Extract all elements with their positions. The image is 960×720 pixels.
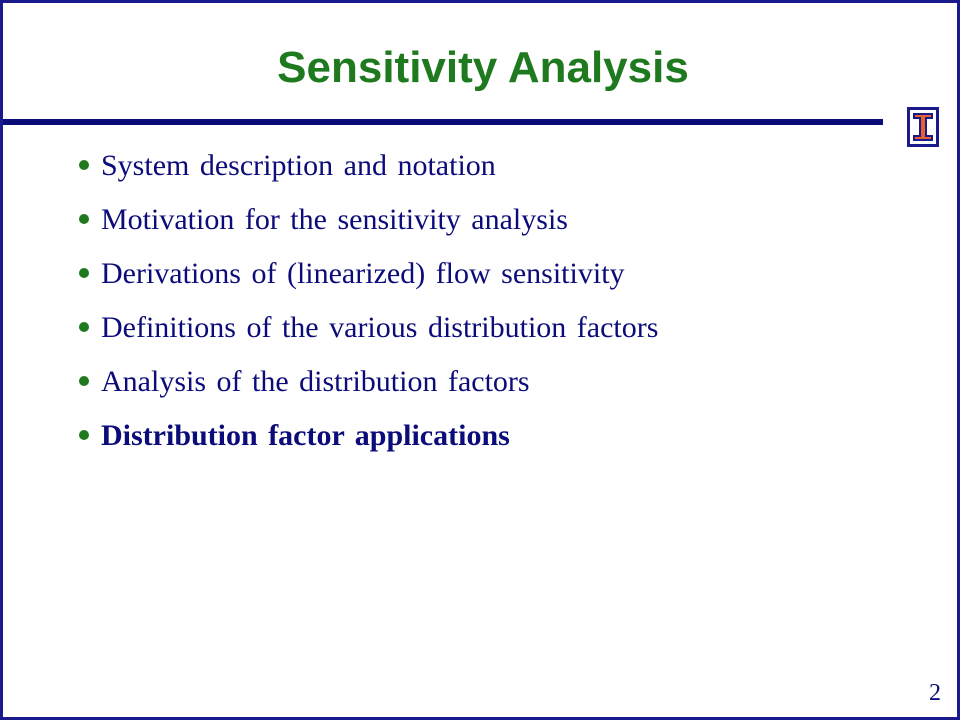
bullet-item [3,247,883,301]
illinois-block-i-icon [907,107,939,147]
bullet-text: System description and notation [101,149,496,182]
bullet-dot-icon [79,214,89,224]
bullet-item [3,355,883,409]
bullet-item [3,409,883,463]
bullet-text: Motivation for the sensitivity analysis [101,203,568,236]
bullet-item [3,139,883,193]
bullet-item [3,193,883,247]
page-number: 2 [929,680,941,706]
bullet-dot-icon [79,160,89,170]
bullet-dot-icon [79,268,89,278]
bullet-dot-icon [79,430,89,440]
bullet-dot-icon [79,376,89,386]
bullet-dot-icon [79,322,89,332]
bullet-text: Derivations of (linearized) flow sensitivity [101,257,625,290]
title-divider [3,119,883,125]
bullet-text: Definitions of the various distribution factors [101,311,659,344]
bullet-text: Distribution factor applications [101,419,510,452]
slide-title: Sensitivity Analysis [277,43,689,92]
bullet-item [3,301,883,355]
bullet-list [3,139,883,463]
bullet-text: Analysis of the distribution factors [101,365,530,398]
